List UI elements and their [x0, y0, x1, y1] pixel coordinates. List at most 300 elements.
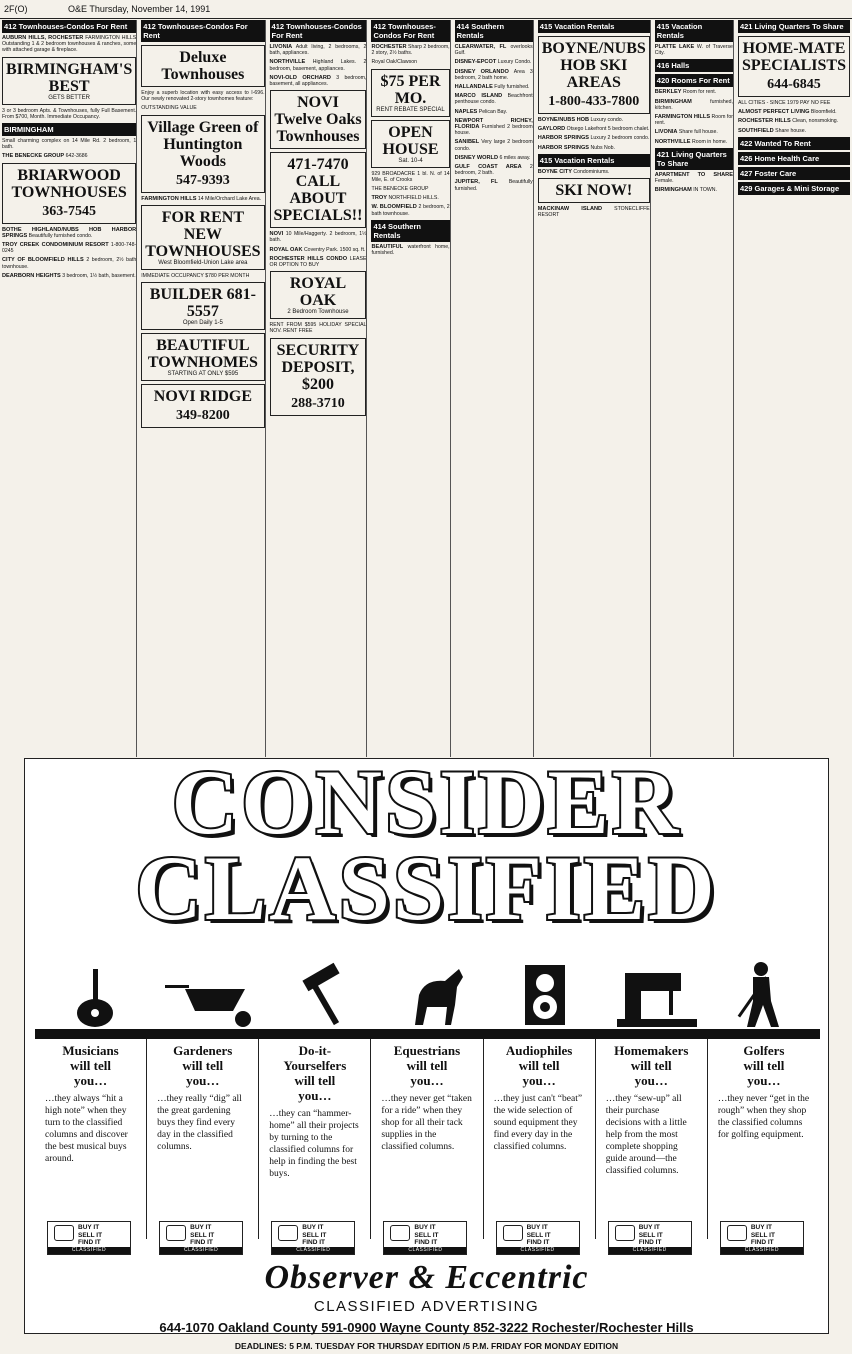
display-ad	[2, 57, 136, 105]
listing-text: STONECLIFFE RESORT	[537, 206, 650, 219]
panel-you: you…	[747, 1073, 781, 1088]
listing-text: 6 miles away.	[499, 154, 531, 161]
display-ad-title: 471-7470 CALL ABOUT SPECIALS!!	[273, 156, 363, 225]
stamp-line-find: FIND IT	[414, 1239, 438, 1246]
listing-item	[2, 257, 136, 269]
classified-column-1	[2, 20, 137, 757]
display-ad	[270, 271, 367, 319]
stamp-line-buy: BUY IT	[190, 1224, 212, 1231]
listing-item	[455, 44, 533, 56]
hobby-icons	[35, 959, 820, 1029]
display-ad-title: BRIARWOOD TOWNHOUSES	[11, 166, 127, 201]
panel-text: …they always “hit a high note” when they turn to the classified columns and discover the best musical buys around.	[45, 1094, 128, 1164]
listing-title: W. BLOOMFIELD	[371, 204, 417, 211]
icon-strip	[35, 959, 820, 1039]
listing-text: Very large 2 bedroom condo.	[454, 139, 533, 152]
display-ad-title: BIRMINGHAM'S BEST	[6, 60, 133, 95]
hobby-panels	[35, 1039, 820, 1253]
listing-item	[2, 273, 136, 279]
listing-item	[371, 59, 449, 65]
display-ad	[538, 36, 650, 114]
stamp-line-find: FIND IT	[190, 1239, 213, 1246]
listing-text: Bloomfield.	[810, 109, 837, 116]
stamp-line-sell: SELL IT	[302, 1231, 327, 1239]
listing-text: 3 or 3 bedroom Apts. & Townhouses, fully Full Basement. From $700, Month. Immediate Occupancy.	[2, 107, 137, 120]
classified-column-6	[538, 20, 651, 757]
hobby-panel-do-it-yourselfers	[259, 1039, 371, 1253]
listing-text: NORTHFIELD HILLS.	[388, 195, 439, 202]
listing-text: Small charming complex on 14 Mile Rd. 2 bedroom, 1 bath.	[2, 138, 137, 151]
display-ad-title: OPEN HOUSE	[382, 123, 439, 158]
listing-item	[270, 231, 367, 243]
classified-listings	[0, 20, 852, 757]
listing-text: 2 bedroom, 2 bath.	[454, 164, 533, 177]
listing-item	[141, 273, 264, 279]
display-ad	[371, 120, 449, 168]
display-ad-sub: West Bloomfield-Union Lake area	[158, 259, 248, 266]
telephone-icon	[503, 1225, 523, 1241]
display-ad-title: BUILDER 681-5557	[149, 286, 256, 321]
listing-item	[738, 100, 850, 106]
stamp-classified-bar: CLASSIFIED	[609, 1247, 691, 1254]
paper-date: O&E Thursday, November 14, 1991	[68, 4, 211, 14]
listing-title: ROYAL OAK	[269, 246, 303, 253]
listing-item	[2, 153, 136, 159]
listing-title: NEWPORT RICHEY, FLORIDA	[454, 117, 533, 131]
listing-item	[371, 186, 449, 192]
stamp-line-sell: SELL IT	[78, 1231, 103, 1239]
section-heading: 420 Rooms For Rent	[655, 74, 733, 87]
buy-sell-find-stamp	[496, 1221, 580, 1255]
display-ad-sub: 1-800-433-7800	[548, 94, 640, 109]
stamp-lines	[751, 1224, 775, 1247]
panel-title: Musicians	[62, 1043, 119, 1058]
page-number: 2F(O)	[4, 4, 28, 14]
stamp-line-buy: BUY IT	[302, 1224, 324, 1231]
listing-text: OUTSTANDING VALUE	[141, 105, 197, 112]
listing-text: 3 bedroom, 1½ bath, basement.	[62, 272, 136, 279]
listing-text: Enjoy a superb location with easy access to I-696. Our newly renovated 2-story townhomes feature:	[141, 90, 265, 103]
listing-title: PLATTE LAKE	[654, 44, 695, 50]
listing-text: Sharp 2 bedroom, 2 story, 2½ baths.	[371, 44, 450, 57]
display-ad	[141, 115, 264, 193]
telephone-icon	[615, 1225, 635, 1241]
display-ad	[141, 384, 264, 428]
listing-item	[371, 204, 449, 216]
listing-text: THE BENECKE GROUP	[371, 186, 429, 193]
listing-title: ROCHESTER HILLS CONDO	[269, 255, 348, 262]
deadlines: DEADLINES: 5 P.M. TUESDAY FOR THURSDAY EDITION /5 P.M. FRIDAY FOR MONDAY EDITION	[234, 1341, 619, 1351]
column-body	[738, 36, 850, 195]
listing-title: DEARBORN HEIGHTS	[2, 272, 61, 279]
listing-text: overlooks Gulf.	[454, 44, 533, 57]
section-heading: 416 Halls	[655, 59, 733, 72]
display-ad	[141, 333, 264, 381]
listing-item	[2, 227, 136, 239]
stamp-classified-bar: CLASSIFIED	[721, 1247, 803, 1254]
listing-item	[538, 169, 650, 175]
display-ad	[141, 45, 264, 87]
listing-item	[655, 172, 733, 184]
listing-title: ROCHESTER	[371, 44, 407, 50]
listing-text: Luxury 2 bedroom condo.	[590, 135, 650, 142]
stamp-line-find: FIND IT	[302, 1239, 326, 1246]
listing-item	[538, 126, 650, 132]
listing-item	[371, 195, 449, 201]
listing-title: GULF COAST AREA	[454, 164, 522, 171]
listing-text: Room in home.	[691, 138, 728, 145]
display-ad-title: SKI NOW!	[555, 182, 633, 200]
display-ad-sub: STARTING AT ONLY $595	[167, 371, 239, 378]
hobby-panel-golfers	[708, 1039, 820, 1253]
telephone-icon	[54, 1225, 74, 1241]
display-ad-title: NOVI RIDGE	[153, 388, 252, 406]
listing-text: Area 3 bedroom, 2 bath home.	[454, 68, 533, 81]
listing-text: Coventry Park. 1500 sq. ft.	[303, 246, 366, 253]
guitar-icon	[77, 969, 113, 1027]
panel-will-tell: will tell	[294, 1073, 336, 1088]
column-body	[538, 36, 650, 218]
listing-title: BOTHE HIGHLAND/NUBS HOB HARBOR SPRINGS	[2, 226, 137, 239]
listing-item	[141, 90, 264, 102]
listing-title: MACKINAW ISLAND	[537, 206, 603, 213]
listing-item	[655, 114, 733, 126]
listing-text: LEASE OR OPTION TO BUY	[269, 255, 367, 269]
listing-item	[538, 145, 650, 151]
display-ad-title: ROYAL OAK	[289, 275, 347, 310]
panel-you: you…	[634, 1073, 668, 1088]
panel-text: …they just can't “beat” the wide selection of sound equipment they find every day in the classified columns.	[493, 1094, 583, 1152]
hobby-panel-musicians	[35, 1039, 147, 1253]
listing-title: LIVONIA	[269, 44, 293, 50]
listing-text: IN TOWN.	[693, 187, 717, 194]
listing-title: NOVI-OLD ORCHARD	[269, 74, 331, 81]
panel-you: you…	[522, 1073, 556, 1088]
stamp-line-buy: BUY IT	[526, 1224, 548, 1231]
golfer-icon	[738, 962, 779, 1027]
section-heading: 429 Garages & Mini Storage	[738, 182, 850, 195]
listing-title: GAYLORD	[537, 126, 566, 133]
listing-text: waterfront home, furnished.	[371, 243, 450, 257]
consider-classified-banner	[25, 751, 828, 969]
section-heading: 422 Wanted To Rent	[738, 137, 850, 150]
listing-item	[455, 69, 533, 81]
telephone-icon	[727, 1225, 747, 1241]
stamp-lines	[414, 1224, 438, 1247]
page-header	[0, 0, 852, 19]
listing-title: NORTHVILLE	[269, 59, 306, 66]
display-ad-title: $75 PER MO.	[380, 72, 441, 107]
panel-text: …they “sew-up” all their purchase decisions with a little help from the most complete shopping guide around—the classified columns.	[605, 1094, 687, 1176]
listing-item	[455, 118, 533, 137]
classified-column-4	[371, 20, 450, 757]
section-heading: 412 Townhouses-Condos For Rent	[371, 20, 449, 42]
stamp-line-find: FIND IT	[78, 1239, 101, 1246]
stamp-line-buy: BUY IT	[638, 1224, 660, 1231]
listing-title: BIRMINGHAM	[654, 98, 692, 105]
telephone-icon	[278, 1225, 298, 1241]
horse-icon	[415, 969, 463, 1025]
listing-item	[738, 118, 850, 124]
listing-title: DISNEY WORLD	[454, 154, 498, 161]
listing-item	[2, 242, 136, 254]
display-ad-sub: Open Daily 1-5	[182, 320, 223, 327]
classified-column-8	[738, 20, 850, 757]
stamp-line-buy: BUY IT	[78, 1224, 100, 1231]
listing-text: Furnished 2 bedroom house.	[454, 124, 533, 137]
section-heading: 427 Foster Care	[738, 167, 850, 180]
listing-item	[270, 322, 367, 334]
panel-will-tell: will tell	[406, 1058, 448, 1073]
panel-title: Homemakers	[614, 1043, 689, 1058]
display-ad-sub: RENT REBATE SPECIAL	[376, 106, 445, 113]
listing-title: CLEARWATER, FL	[454, 44, 507, 50]
listing-title: NORTHVILLE	[654, 138, 691, 145]
listing-title: APARTMENT TO SHARE	[654, 171, 733, 178]
listing-item	[455, 139, 533, 151]
panel-text: …they never get “taken for a ride” when they shop for all their tack supplies in the classified columns.	[381, 1094, 472, 1152]
listing-item	[2, 108, 136, 120]
listing-title: ALMOST PERFECT LIVING	[737, 109, 810, 116]
display-ad-sub: 349-8200	[176, 408, 230, 424]
listing-item	[270, 247, 367, 253]
listing-title: HARBOR SPRINGS	[537, 135, 590, 142]
listing-item	[655, 187, 733, 193]
listing-text: Beachfront penthouse condo.	[454, 93, 533, 106]
panel-text: …they never “get in the rough” when they shop the classified columns for golfing equipment.	[717, 1094, 810, 1140]
stamp-line-buy: BUY IT	[750, 1224, 773, 1231]
listing-text: Adult living, 2 bedrooms, 2 bath, appliances.	[269, 44, 367, 57]
display-ad-title: NOVI Twelve Oaks Townhouses	[274, 94, 362, 146]
buy-sell-find-stamp	[608, 1221, 692, 1255]
panel-will-tell: will tell	[630, 1058, 672, 1073]
listing-text: Beautifully furnished.	[454, 179, 533, 192]
stamp-line-find: FIND IT	[526, 1239, 550, 1246]
listing-text: 2 bedroom, 2½ bath townhouse.	[2, 257, 137, 270]
telephone-icon	[390, 1225, 410, 1241]
hobby-panel-gardeners	[147, 1039, 259, 1253]
panel-will-tell: will tell	[70, 1058, 111, 1073]
section-heading: 412 Townhouses-Condos For Rent	[141, 20, 264, 42]
display-ad-title: Village Green of Huntington Woods	[147, 118, 259, 170]
hobby-panel-audiophiles	[484, 1039, 596, 1253]
listing-text: Beautifully furnished condo.	[28, 232, 93, 239]
listing-text: Share house.	[775, 127, 807, 134]
stamp-line-find: FIND IT	[638, 1239, 662, 1246]
listing-item	[270, 44, 367, 56]
listing-item	[538, 135, 650, 141]
panel-you: you…	[186, 1073, 220, 1088]
listing-text: Fully furnished.	[494, 84, 530, 91]
panel-will-tell: will tell	[743, 1058, 785, 1073]
classified-column-5	[455, 20, 534, 757]
listing-title: MARCO ISLAND	[454, 93, 503, 100]
stamp-classified-bar: CLASSIFIED	[160, 1247, 242, 1254]
section-heading: 412 Townhouses-Condos For Rent	[2, 20, 136, 33]
stamp-classified-bar: CLASSIFIED	[384, 1247, 466, 1254]
listing-text: 1-800-748-0245	[2, 242, 137, 255]
hammer-icon	[302, 963, 339, 1025]
stamp-lines	[190, 1224, 214, 1247]
display-ad-sub: Sat. 10-4	[398, 157, 423, 164]
banner-line-classified: CLASSIFIED	[135, 837, 718, 939]
listing-item	[538, 117, 650, 123]
stamp-line-buy: BUY IT	[414, 1224, 436, 1231]
panel-text: …they really “dig” all the great gardening buys they find every day in the classified columns.	[157, 1094, 242, 1152]
panel-you: you…	[73, 1073, 108, 1088]
stamp-classified-bar: CLASSIFIED	[48, 1247, 130, 1254]
listing-title: BIRMINGHAM	[654, 187, 692, 194]
listing-item	[141, 105, 264, 111]
listing-title: SOUTHFIELD	[737, 127, 774, 134]
display-ad-sub: 644-6845	[767, 77, 821, 92]
classified-advertising-title: CLASSIFIED ADVERTISING	[313, 1298, 540, 1315]
listing-item	[371, 171, 449, 183]
section-heading: 415 Vacation Rentals	[538, 20, 650, 33]
listing-item	[655, 44, 733, 56]
display-ad-title: HOME-MATE SPECIALISTS	[741, 40, 846, 74]
display-ad-title: BEAUTIFUL TOWNHOMES	[147, 337, 258, 372]
section-heading: BIRMINGHAM	[2, 123, 136, 136]
listing-item	[2, 138, 136, 150]
section-heading: 426 Home Health Care	[738, 152, 850, 165]
stamp-line-sell: SELL IT	[526, 1231, 551, 1239]
listing-title: JUPITER, FL	[454, 179, 498, 186]
listing-text: W. of Traverse City.	[654, 44, 733, 57]
speaker-icon	[525, 965, 565, 1025]
listing-title: TROY CREEK CONDOMINIUM RESORT	[2, 242, 109, 249]
listing-item	[738, 109, 850, 115]
panel-title: Golfers	[743, 1043, 785, 1058]
listing-item	[371, 44, 449, 56]
listing-text: 10 Mile/Haggerty. 2 bedroom, 1½ bath.	[269, 231, 367, 244]
stamp-line-sell: SELL IT	[414, 1231, 439, 1239]
buy-sell-find-stamp	[383, 1221, 467, 1255]
buy-sell-find-stamp	[47, 1221, 131, 1255]
display-ad-sub: 547-9393	[176, 172, 230, 188]
listing-text: 3 bedroom, basement, all appliances.	[269, 74, 367, 88]
section-heading: 421 Living Quarters To Share	[655, 148, 733, 170]
display-ad	[2, 163, 136, 224]
listing-text: ALL CITIES - SINCE 1979 PAY NO FEE	[737, 100, 831, 106]
display-ad-title: BOYNE/NUBS HOB SKI AREAS	[541, 40, 646, 91]
listing-item	[371, 244, 449, 256]
stamp-lines	[639, 1224, 663, 1247]
listing-text: Female.	[654, 178, 674, 185]
display-ad	[270, 152, 367, 228]
display-ad-sub: 288-3710	[291, 395, 345, 411]
column-body	[371, 44, 449, 256]
stamp-line-sell: SELL IT	[190, 1231, 215, 1239]
listing-text: Nubs Nob.	[590, 144, 615, 151]
listing-item	[455, 93, 533, 105]
listing-title: BERKLEY	[654, 89, 682, 96]
listing-title: BOYNE CITY	[537, 168, 572, 175]
listing-title: NAPLES	[454, 108, 478, 115]
listing-title: BOYNE/NUBS HOB	[537, 117, 590, 123]
section-heading: 415 Vacation Rentals	[655, 20, 733, 42]
listing-item	[455, 109, 533, 115]
panel-will-tell: will tell	[182, 1058, 224, 1073]
stamp-line-sell: SELL IT	[638, 1231, 663, 1239]
section-heading: 421 Living Quarters To Share	[738, 20, 850, 33]
display-ad	[141, 205, 264, 270]
hobby-panel-homemakers	[596, 1039, 708, 1253]
display-ad	[270, 338, 367, 416]
display-ad-title: Deluxe Townhouses	[161, 49, 245, 83]
listing-title: SANIBEL	[454, 139, 480, 146]
listing-item	[538, 206, 650, 218]
listing-title: NOVI	[269, 231, 284, 238]
phone-numbers: 644-1070 Oakland County 591-0900 Wayne County 852-3222 Rochester/Rochester Hills	[159, 1320, 694, 1335]
listing-item	[270, 59, 367, 71]
display-ad	[141, 282, 264, 330]
listing-item	[141, 196, 264, 202]
panel-will-tell: will tell	[518, 1058, 560, 1073]
listing-text: 14 Mile/Orchard Lake Area.	[197, 195, 262, 202]
listing-item	[2, 35, 136, 54]
display-ad-sub: 363-7545	[42, 203, 96, 219]
listing-title: DISNEY-EPCOT	[454, 59, 497, 66]
listing-item	[455, 84, 533, 90]
listing-text: Pelican Bay.	[478, 108, 508, 115]
listing-text: furnished, kitchen.	[654, 98, 733, 111]
listing-title: BEAUTIFUL	[371, 243, 404, 250]
listing-item	[455, 179, 533, 191]
section-heading: 414 Southern Rentals	[371, 220, 449, 242]
listing-title: TROY	[371, 195, 387, 202]
wheelbarrow-icon	[165, 985, 251, 1027]
consider-classified-ad	[24, 751, 829, 1351]
panel-you: you…	[298, 1088, 332, 1103]
listing-title: LIVONIA	[654, 129, 678, 136]
listing-text: Royal Oak/Clawson	[371, 59, 417, 66]
stamp-line-sell: SELL IT	[750, 1231, 775, 1239]
panel-title: Audiophiles	[505, 1043, 573, 1058]
listing-item	[455, 164, 533, 176]
listing-text: IMMEDIATE OCCUPANCY $780 PER MONTH	[141, 272, 250, 279]
hobby-panel-equestrians	[371, 1039, 483, 1253]
listing-text: Share full house.	[678, 129, 718, 136]
listing-text: 929 BROADACRE 1 bl. N. of 14 Mile, E. of Crooks	[371, 170, 450, 183]
column-body	[655, 44, 733, 193]
display-ad-sub: 2 Bedroom Townhouse	[287, 309, 349, 316]
listing-text: RENT FROM $595 HOLIDAY SPECIAL NOV. RENT FREE	[269, 322, 367, 335]
listing-title: FARMINGTON HILLS	[654, 114, 711, 121]
display-ad	[270, 90, 367, 149]
classified-column-7	[655, 20, 734, 757]
ad-footer	[25, 1259, 828, 1351]
listing-text: Luxury Condo.	[497, 59, 532, 66]
listing-title: HALLANDALE	[454, 84, 493, 91]
section-heading: 415 Vacation Rentals	[538, 154, 650, 167]
listing-text: Luxury condo.	[590, 117, 624, 123]
listing-title: FARMINGTON HILLS	[141, 195, 197, 202]
listing-text: Clean, nonsmoking.	[792, 118, 839, 125]
listing-item	[738, 128, 850, 134]
display-ad-title: FOR RENT NEW TOWNHOUSES	[145, 208, 261, 260]
listing-item	[270, 75, 367, 87]
listing-item	[455, 155, 533, 161]
listing-item	[455, 59, 533, 65]
column-body	[455, 44, 533, 192]
stamp-line-find: FIND IT	[750, 1239, 774, 1246]
listing-title: ROCHESTER HILLS	[737, 118, 791, 125]
listing-text: Highland Lakes. 2 bedroom, basement, appliances.	[269, 59, 367, 72]
stamp-lines	[78, 1224, 102, 1247]
section-heading: 412 Townhouses-Condos For Rent	[270, 20, 367, 42]
display-ad-sub: GETS BETTER	[48, 94, 90, 101]
